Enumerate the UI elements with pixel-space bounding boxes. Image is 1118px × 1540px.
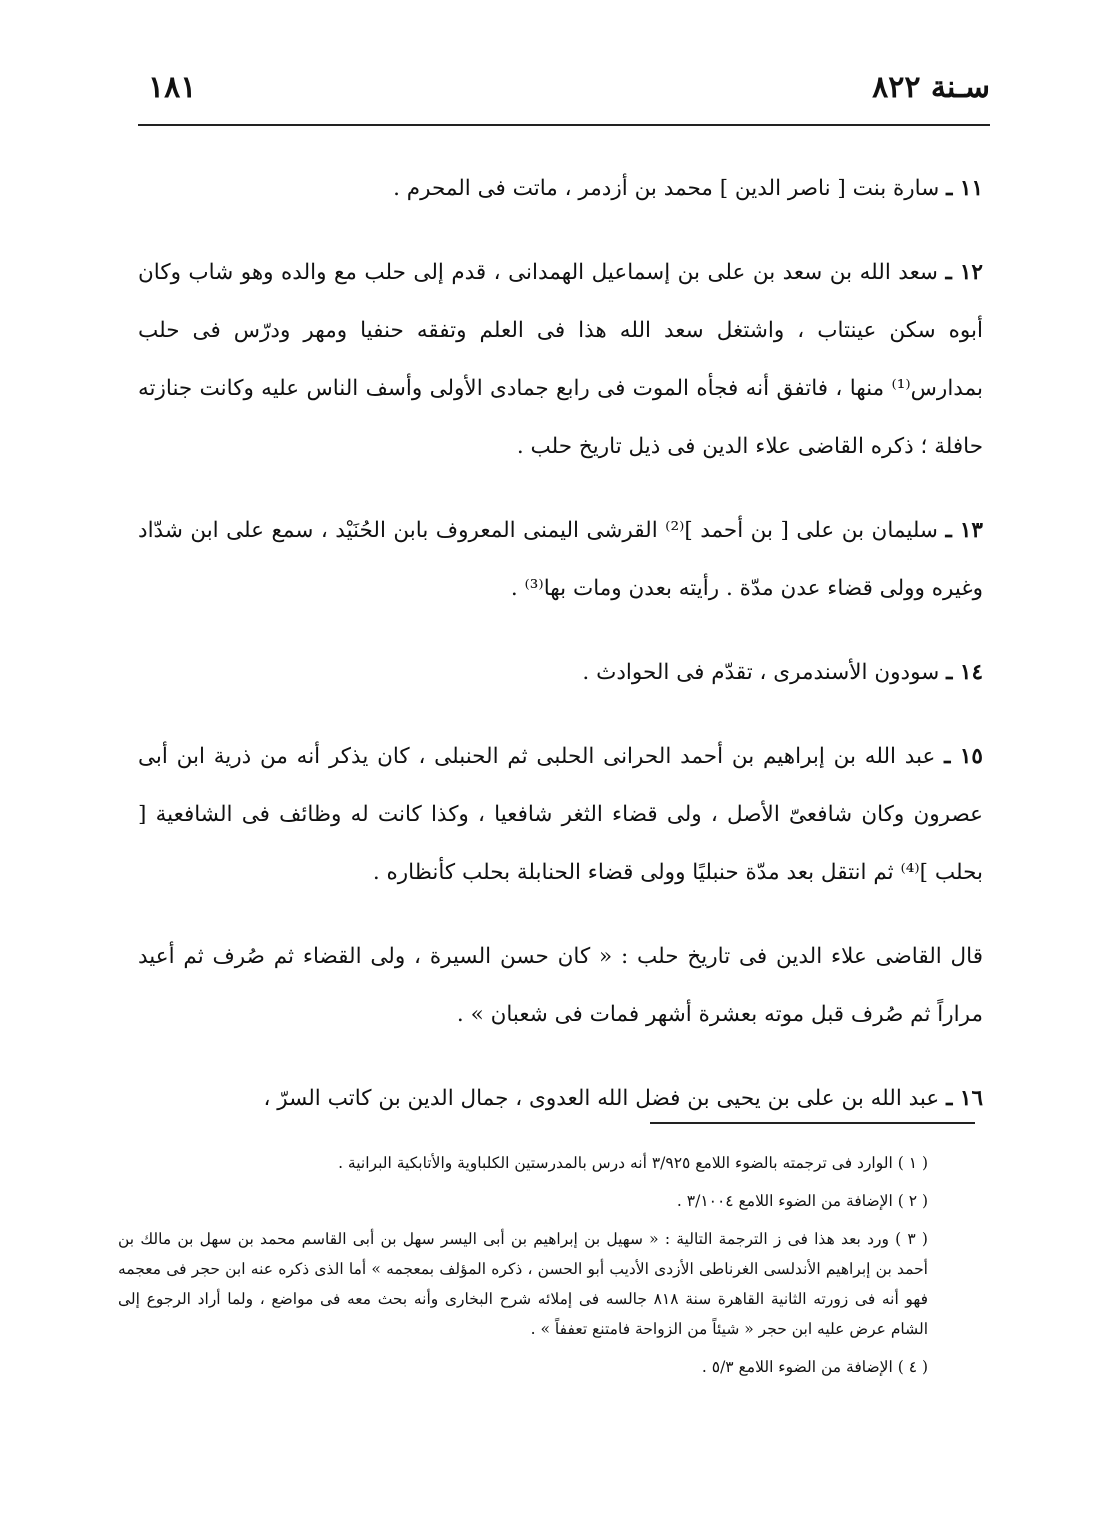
entry-13 [138,502,983,618]
footnote: ( ٢ ) الإضافة من الضوء اللامع ٣/١٠٠٤ . [676,1192,928,1210]
footnotes [118,1148,928,1390]
entry-11 [138,160,983,218]
entry-text: سارة بنت [ ناصر الدين ] محمد بن أزدمر ، ماتت فى المحرم . [393,176,940,201]
quote-paragraph [138,928,983,1044]
main-text [138,160,983,1154]
page-number: ١٨١ [148,70,197,105]
entry-number: ١٣ ـ [945,518,983,543]
entry-15 [138,728,983,902]
footnote-separator [650,1122,975,1124]
entry-text: سعد الله بن سعد بن على بن إسماعيل الهمدانى ، قدم إلى حلب مع والده وهو شاب وكان أبوه سكن عينتاب ، واشتغل سعد الله هذا فى العلم وتفقه حنفيا ومهر ودرّس فى حلب بمدارس⁽¹⁾ منها ، فاتفق أنه فجأه الموت فى رابع جمادى الأولى وأسف الناس عليه وكانت جنازته حافلة ؛ ذكره القاضى علاء الدين فى ذيل تاريخ حلب . [138,260,983,459]
running-title: سـنة ٨٢٢ [872,70,990,105]
entry-16 [138,1070,983,1128]
entry-text: سودون الأسندمرى ، تقدّم فى الحوادث . [582,660,940,685]
entry-number: ١٤ ـ [946,660,983,685]
entry-number: ١٦ ـ [946,1086,983,1111]
entry-text: عبد الله بن على بن يحيى بن فضل الله العدوى ، جمال الدين بن كاتب السرّ ، [263,1086,940,1111]
entry-text: سليمان بن على [ بن أحمد ]⁽²⁾ القرشى اليمنى المعروف بابن الحُنَيْد ، سمع على ابن شدّاد وغيره وولى قضاء عدن مدّة . رأيته بعدن ومات بها⁽³⁾ . [138,518,983,601]
entry-number: ١٢ ـ [945,260,983,285]
header-rule [138,124,990,126]
footnote: ( ١ ) الوارد فى ترجمته بالضوء اللامع ٣/٩٢٥ أنه درس بالمدرستين الكلباوية والأتابكية البرانية . [338,1154,928,1172]
entry-text: عبد الله بن إبراهيم بن أحمد الحرانى الحلبى ثم الحنبلى ، كان يذكر أنه من ذرية ابن أبى عصرون وكان شافعىّ الأصل ، ولى قضاء الثغر شافعيا ، وكذا كانت له وظائف فى الشافعية [ بحلب ]⁽⁴⁾ ثم انتقل بعد مدّة حنبليًا وولى قضاء الحنابلة بحلب كأنظاره . [138,744,983,885]
page-header [138,62,990,122]
entry-text: قال القاضى علاء الدين فى تاريخ حلب : « كان حسن السيرة ، ولى القضاء ثم صُرف ثم أعيد مراراً ثم صُرف قبل موته بعشرة أشهر فمات فى شعبان » . [138,944,983,1027]
footnote: ( ٤ ) الإضافة من الضوء اللامع ٥/٣ . [701,1358,928,1376]
footnote: ( ٣ ) ورد بعد هذا فى ز الترجمة التالية : « سهيل بن إبراهيم بن أبى اليسر سهل بن أبى القاسم محمد بن سهل بن مالك بن أحمد بن إبراهيم الأندلسى الغرناطى الأزدى الأديب أبو الحسن ، ذكره المؤلف بمعجمه » أما الذى ذكره عنه ابن حجر فى معجمه فهو أنه فى زورته الثانية القاهرة سنة ٨١٨ جالسه فى إملائه شرح البخارى وأنه بحث معه فى مواضع ، ولما أراد الرجوع إلى الشام عرض عليه ابن حجر « شيئاً من الزواحة فامتنع تعففاً » . [118,1230,928,1338]
entry-number: ١١ ـ [946,176,983,201]
entry-number: ١٥ ـ [944,744,983,769]
entry-14 [138,644,983,702]
entry-12 [138,244,983,476]
